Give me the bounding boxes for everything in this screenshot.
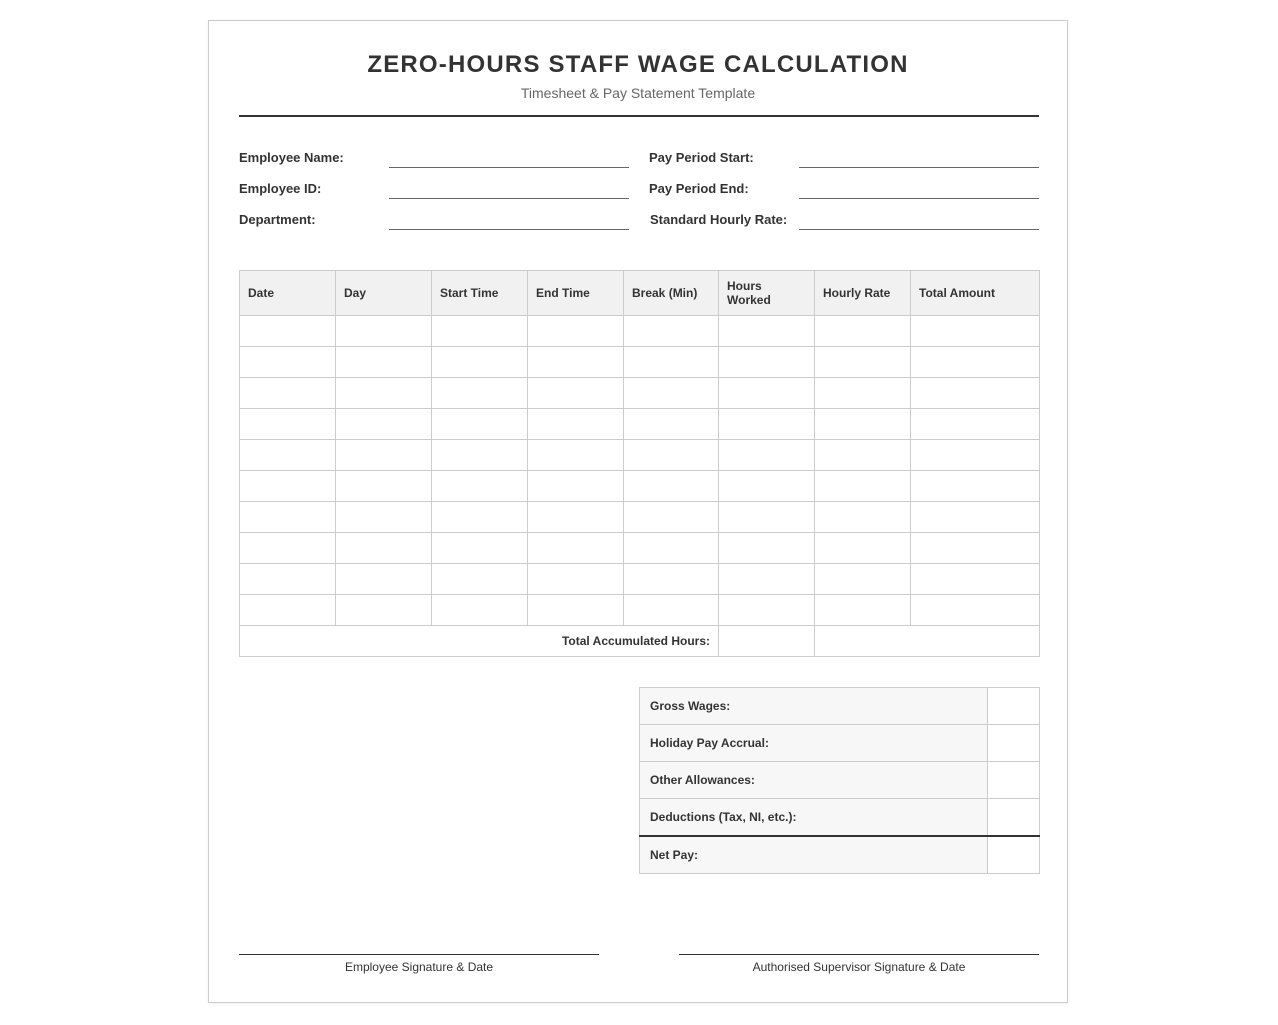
- summary-row-other-allowances: [640, 762, 1040, 799]
- total-accumulated-hours-label: Total Accumulated Hours:: [240, 626, 719, 657]
- hours-worked-cell[interactable]: [719, 471, 815, 502]
- net-pay-label: Net Pay:: [640, 836, 988, 874]
- deductions-value[interactable]: [988, 799, 1040, 837]
- table-row: [240, 595, 1040, 626]
- hourly-rate-cell[interactable]: [815, 502, 911, 533]
- date-cell[interactable]: [240, 471, 336, 502]
- start-time-cell[interactable]: [432, 595, 528, 626]
- column-header-end-time: End Time: [528, 271, 624, 316]
- department-label: Department:: [239, 212, 316, 227]
- start-time-cell[interactable]: [432, 409, 528, 440]
- hours-worked-cell[interactable]: [719, 347, 815, 378]
- day-cell[interactable]: [336, 440, 432, 471]
- column-header-start-time: Start Time: [432, 271, 528, 316]
- hours-worked-cell[interactable]: [719, 316, 815, 347]
- column-header-hours-worked: Hours Worked: [719, 271, 815, 316]
- end-time-cell[interactable]: [528, 564, 624, 595]
- table-row: [240, 347, 1040, 378]
- day-cell[interactable]: [336, 471, 432, 502]
- column-header-date: Date: [240, 271, 336, 316]
- hourly-rate-cell[interactable]: [815, 440, 911, 471]
- hours-worked-cell[interactable]: [719, 378, 815, 409]
- column-header-hourly-rate: Hourly Rate: [815, 271, 911, 316]
- employee-id-label: Employee ID:: [239, 181, 322, 196]
- table-row: [240, 533, 1040, 564]
- date-cell[interactable]: [240, 595, 336, 626]
- break-cell[interactable]: [624, 316, 719, 347]
- supervisor-signature-caption: Authorised Supervisor Signature & Date: [752, 960, 966, 974]
- hours-worked-cell[interactable]: [719, 533, 815, 564]
- table-row: [240, 378, 1040, 409]
- break-cell[interactable]: [624, 471, 719, 502]
- deductions-label: Deductions (Tax, NI, etc.):: [640, 799, 988, 837]
- summary-row-holiday-pay: [640, 725, 1040, 762]
- table-row: [240, 502, 1040, 533]
- date-cell[interactable]: [240, 347, 336, 378]
- day-cell[interactable]: [336, 378, 432, 409]
- header-divider: [239, 115, 1039, 117]
- day-cell[interactable]: [336, 564, 432, 595]
- end-time-cell[interactable]: [528, 471, 624, 502]
- page-title: ZERO-HOURS STAFF WAGE CALCULATION: [367, 51, 909, 78]
- total-hours-cell[interactable]: [719, 626, 815, 657]
- department-field[interactable]: [389, 229, 629, 230]
- hourly-rate-cell[interactable]: [815, 409, 911, 440]
- day-cell[interactable]: [336, 409, 432, 440]
- day-cell[interactable]: [336, 502, 432, 533]
- hours-worked-cell[interactable]: [719, 409, 815, 440]
- holiday-pay-accrual-label: Holiday Pay Accrual:: [640, 725, 988, 762]
- table-row: [240, 440, 1040, 471]
- gross-wages-value[interactable]: [988, 688, 1040, 725]
- total-amount-cell[interactable]: [911, 533, 1040, 564]
- start-time-cell[interactable]: [432, 378, 528, 409]
- timesheet-table: [239, 270, 1040, 657]
- pay-period-end-label: Pay Period End:: [649, 181, 749, 196]
- hourly-rate-cell[interactable]: [815, 347, 911, 378]
- start-time-cell[interactable]: [432, 471, 528, 502]
- page-subtitle: Timesheet & Pay Statement Template: [520, 85, 756, 101]
- break-cell[interactable]: [624, 347, 719, 378]
- total-amount-cell[interactable]: [911, 502, 1040, 533]
- timesheet-page: [208, 20, 1068, 1003]
- total-amount-cell[interactable]: [911, 409, 1040, 440]
- end-time-cell[interactable]: [528, 595, 624, 626]
- pay-period-start-field[interactable]: [799, 167, 1039, 168]
- start-time-cell[interactable]: [432, 564, 528, 595]
- total-amount-cell[interactable]: [911, 316, 1040, 347]
- break-cell[interactable]: [624, 409, 719, 440]
- end-time-cell[interactable]: [528, 378, 624, 409]
- table-header-row: [240, 271, 1040, 316]
- column-header-total-amount: Total Amount: [911, 271, 1040, 316]
- standard-hourly-rate-label: Standard Hourly Rate:: [650, 212, 788, 227]
- hourly-rate-cell[interactable]: [815, 595, 911, 626]
- hourly-rate-cell[interactable]: [815, 471, 911, 502]
- hourly-rate-cell[interactable]: [815, 316, 911, 347]
- end-time-cell[interactable]: [528, 347, 624, 378]
- day-cell[interactable]: [336, 533, 432, 564]
- end-time-cell[interactable]: [528, 440, 624, 471]
- date-cell[interactable]: [240, 316, 336, 347]
- table-row: [240, 316, 1040, 347]
- hours-worked-cell[interactable]: [719, 595, 815, 626]
- total-amount-cell[interactable]: [911, 564, 1040, 595]
- day-cell[interactable]: [336, 316, 432, 347]
- break-cell[interactable]: [624, 595, 719, 626]
- summary-row-net-pay: [640, 836, 1040, 874]
- end-time-cell[interactable]: [528, 533, 624, 564]
- day-cell[interactable]: [336, 347, 432, 378]
- table-row: [240, 564, 1040, 595]
- hours-worked-cell[interactable]: [719, 440, 815, 471]
- summary-row-gross-wages: [640, 688, 1040, 725]
- total-amount-cell[interactable]: [911, 347, 1040, 378]
- start-time-cell[interactable]: [432, 440, 528, 471]
- date-cell[interactable]: [240, 564, 336, 595]
- end-time-cell[interactable]: [528, 502, 624, 533]
- total-amount-cell[interactable]: [911, 440, 1040, 471]
- start-time-cell[interactable]: [432, 533, 528, 564]
- employee-name-field[interactable]: [389, 167, 629, 168]
- column-header-day: Day: [336, 271, 432, 316]
- end-time-cell[interactable]: [528, 316, 624, 347]
- holiday-pay-accrual-value[interactable]: [988, 725, 1040, 762]
- date-cell[interactable]: [240, 409, 336, 440]
- end-time-cell[interactable]: [528, 409, 624, 440]
- pay-summary-table: [639, 687, 1040, 874]
- start-time-cell[interactable]: [432, 347, 528, 378]
- break-cell[interactable]: [624, 378, 719, 409]
- start-time-cell[interactable]: [432, 502, 528, 533]
- hours-worked-cell[interactable]: [719, 502, 815, 533]
- table-row: [240, 471, 1040, 502]
- date-cell[interactable]: [240, 440, 336, 471]
- column-header-break: Break (Min): [624, 271, 719, 316]
- net-pay-value[interactable]: [988, 836, 1040, 874]
- table-row: [240, 409, 1040, 440]
- pay-period-start-label: Pay Period Start:: [649, 150, 754, 165]
- other-allowances-value[interactable]: [988, 762, 1040, 799]
- total-amount-cell[interactable]: [911, 378, 1040, 409]
- gross-wages-label: Gross Wages:: [640, 688, 988, 725]
- date-cell[interactable]: [240, 502, 336, 533]
- other-allowances-label: Other Allowances:: [640, 762, 988, 799]
- hourly-rate-cell[interactable]: [815, 378, 911, 409]
- hourly-rate-cell[interactable]: [815, 564, 911, 595]
- break-cell[interactable]: [624, 502, 719, 533]
- date-cell[interactable]: [240, 378, 336, 409]
- employee-id-field[interactable]: [389, 198, 629, 199]
- pay-period-end-field[interactable]: [799, 198, 1039, 199]
- table-footer-row: [240, 626, 1040, 657]
- hourly-rate-cell[interactable]: [815, 533, 911, 564]
- total-amount-cell[interactable]: [911, 595, 1040, 626]
- date-cell[interactable]: [240, 533, 336, 564]
- start-time-cell[interactable]: [432, 316, 528, 347]
- hours-worked-cell[interactable]: [719, 564, 815, 595]
- standard-hourly-rate-field[interactable]: [799, 229, 1039, 230]
- break-cell[interactable]: [624, 533, 719, 564]
- employee-signature-caption: Employee Signature & Date: [344, 960, 494, 974]
- day-cell[interactable]: [336, 595, 432, 626]
- break-cell[interactable]: [624, 440, 719, 471]
- break-cell[interactable]: [624, 564, 719, 595]
- total-spacer-cell: [815, 626, 1040, 657]
- total-amount-cell[interactable]: [911, 471, 1040, 502]
- supervisor-signature-line[interactable]: [679, 954, 1039, 955]
- employee-name-label: Employee Name:: [239, 150, 344, 165]
- employee-signature-line[interactable]: [239, 954, 599, 955]
- summary-row-deductions: [640, 799, 1040, 837]
